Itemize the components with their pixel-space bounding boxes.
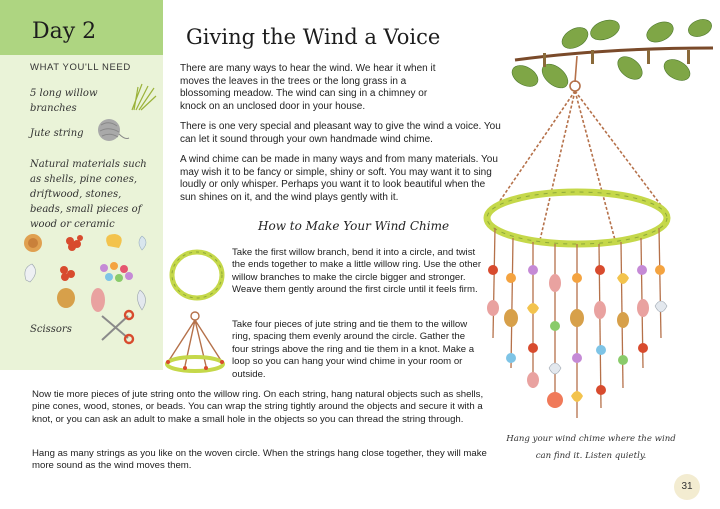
day-title: Day 2 bbox=[32, 19, 97, 44]
natural-materials-icon bbox=[18, 232, 158, 314]
final-paragraph-1: Now tie more pieces of jute string onto the willow ring. On each string, hang natural objects such as shells, pine cones, wood, stones, or beads. You can wrap the string tightly around the objects and secure it with a knot, or you can ask an adult to make a small hole in the objects so you can thread the string through. bbox=[32, 389, 484, 425]
sidebar bbox=[0, 0, 163, 509]
willow-branches-icon bbox=[128, 82, 158, 112]
page-title: Giving the Wind a Voice bbox=[186, 25, 441, 49]
intro-paragraph-2: There is one very special and pleasant way to give the wind a voice. You can let it sound through your own handmade wind chime. bbox=[180, 121, 501, 145]
final-paragraph-2: Hang as many strings as you like on the woven circle. When the strings hang close together, they will make more sound as the wind moves them. bbox=[32, 448, 487, 472]
material-scissors-label: Scissors bbox=[30, 324, 72, 335]
page-number: 31 bbox=[674, 474, 700, 500]
scissors-icon bbox=[98, 310, 138, 344]
step-1-text: Take the first willow branch, bend it into a circle, and twist the ends together to make a little willow ring. Use the other willow branches to make the circle bigger and stronger. Weave them gently around the first circle until it feels firm. bbox=[232, 247, 482, 296]
material-natural-label: Natural materials such as shells, pine cones, driftwood, stones, beads, small pieces of wood or ceramic bbox=[30, 159, 147, 230]
materials-heading: WHAT YOU'LL NEED bbox=[30, 62, 131, 73]
material-willow-label: 5 long willow branches bbox=[30, 88, 98, 114]
material-jute-label: Jute string bbox=[30, 128, 84, 139]
intro-paragraph-3: A wind chime can be made in many ways and from many materials. You may wish it to be fancy or simple, shiny or soft. You may want it to sing loudly or only whisper. Perhaps you want it to look beautiful when the sun shines on it, and the wind plays gently with it. bbox=[180, 154, 498, 203]
illustration-caption: Hang your wind chime where the wind can find it. Listen quietly. bbox=[506, 434, 676, 461]
instructions-heading: How to Make Your Wind Chime bbox=[258, 219, 450, 233]
wind-chime-illustration bbox=[455, 8, 720, 428]
intro-paragraph-1: There are many ways to hear the wind. We hear it when it moves the leaves in the trees or the long grass in a blossoming meadow. The wind can sing in a chimney or knock on an unclosed door in your house. bbox=[180, 63, 436, 112]
hanging-ring-illustration bbox=[160, 310, 230, 382]
step-2-text: Take four pieces of jute string and tie them to the willow ring, spacing them evenly around the circle. Gather the four strings above the ring and tie them in a knot. Make a loop so you can hang your wind chime in your room or outside. bbox=[232, 319, 475, 380]
willow-ring-illustration bbox=[165, 246, 229, 304]
jute-string-ball-icon bbox=[95, 116, 131, 146]
